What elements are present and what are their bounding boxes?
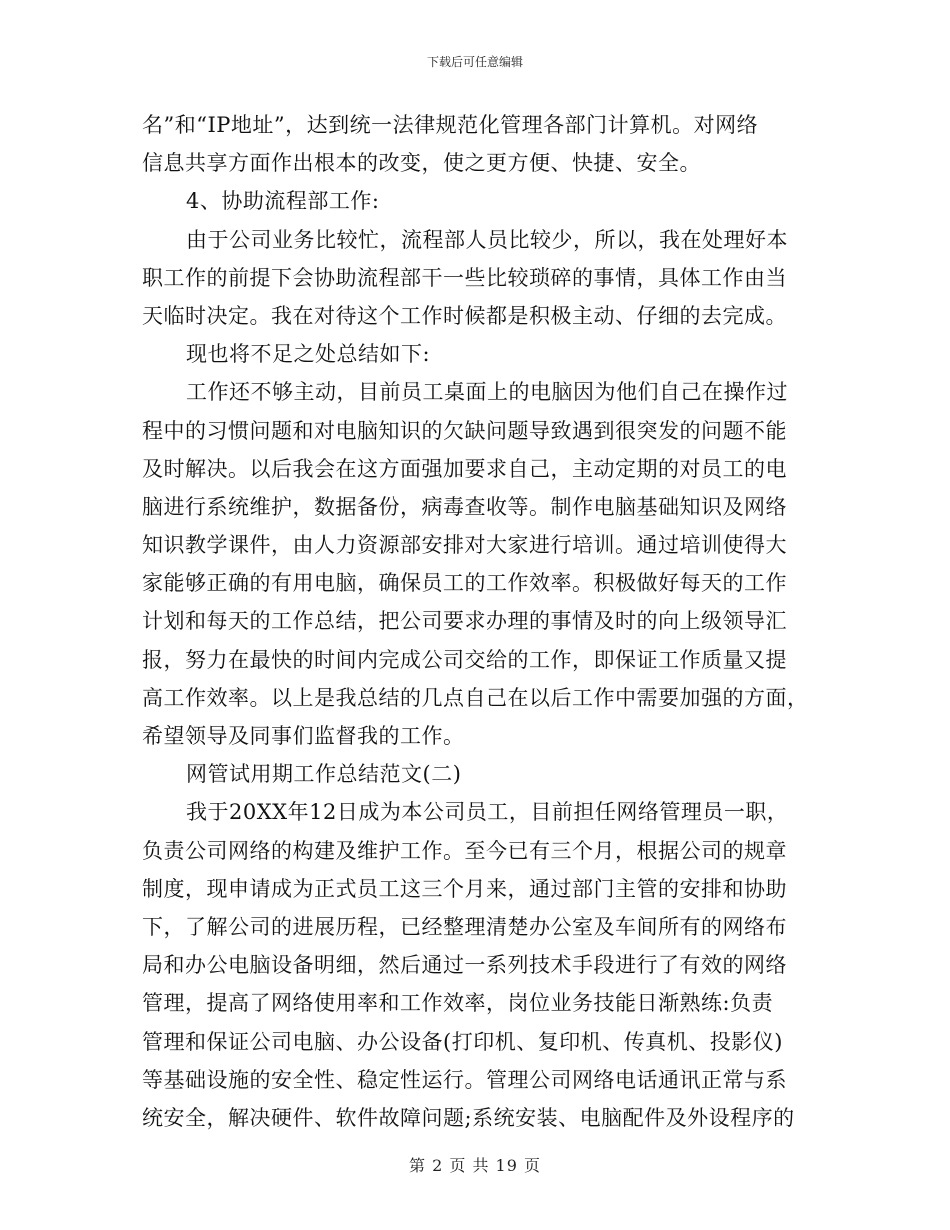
body-line: 高工作效率。以上是我总结的几点自己在以后工作中需要加强的方面， (142, 685, 809, 710)
body-line: 下，了解公司的进展历程，已经整理清楚办公室及车间所有的网络布 (142, 914, 787, 939)
page-number: 第 2 页 共 19 页 (409, 1156, 541, 1175)
body-line: 等基础设施的安全性、稳定性运行。管理公司网络电话通讯正常与系 (142, 1067, 787, 1092)
body-line: 希望领导及同事们监督我的工作。 (142, 724, 465, 748)
body-line: 负责公司网络的构建及维护工作。至今已有三个月，根据公司的规章 (142, 838, 787, 863)
body-line: 由于公司业务比较忙，流程部人员比较少，所以，我在处理好本 (186, 227, 788, 252)
body-line: 知识教学课件，由人力资源部安排对大家进行培训。通过培训使得大 (142, 533, 787, 558)
body-line: 名”和“IP地址”，达到统一法律规范化管理各部门计算机。对网络 (142, 113, 759, 137)
body-line: 管理和保证公司电脑、办公设备(打印机、复印机、传真机、投影仪) (142, 1029, 783, 1054)
body-line: 管理，提高了网络使用率和工作效率，岗位业务技能日渐熟练:负责 (142, 991, 774, 1016)
body-line: 信息共享方面作出根本的改变，使之更方便、快捷、安全。 (142, 151, 701, 176)
document-body (142, 106, 810, 1137)
body-line: 天临时决定。我在对待这个工作时候都是积极主动、仔细的去完成。 (142, 303, 787, 328)
body-line: 程中的习惯问题和对电脑知识的欠缺问题导致遇到很突发的问题不能 (142, 418, 787, 443)
page-header: 下载后可任意编辑 (426, 55, 523, 69)
body-line: 报，努力在最快的时间内完成公司交给的工作，即保证工作质量又提 (142, 647, 787, 672)
body-line: 统安全，解决硬件、软件故障问题;系统安装、电脑配件及外设程序的 (142, 1105, 795, 1130)
section-title: 网管试用期工作总结范文(二) (186, 762, 462, 787)
body-line: 计划和每天的工作总结，把公司要求办理的事情及时的向上级领导汇 (142, 609, 787, 634)
body-line: 局和办公电脑设备明细，然后通过一系列技术手段进行了有效的网络 (142, 953, 787, 978)
body-line: 脑进行系统维护，数据备份，病毒查收等。制作电脑基础知识及网络 (142, 494, 787, 519)
body-line: 制度，现申请成为正式员工这三个月来，通过部门主管的安排和协助 (142, 876, 787, 901)
body-line: 家能够正确的有用电脑，确保员工的工作效率。积极做好每天的工作 (142, 571, 787, 596)
body-line: 我于20XX年12日成为本公司员工，目前担任网络管理员一职， (186, 800, 789, 825)
body-line: 工作还不够主动，目前员工桌面上的电脑因为他们自己在操作过 (186, 380, 788, 405)
section-heading: 现也将不足之处总结如下: (186, 342, 431, 367)
body-line: 及时解决。以后我会在这方面强加要求自己，主动定期的对员工的电 (142, 456, 787, 481)
section-heading: 4、协助流程部工作: (186, 189, 380, 214)
body-line: 职工作的前提下会协助流程部干一些比较琐碎的事情，具体工作由当 (142, 265, 787, 290)
